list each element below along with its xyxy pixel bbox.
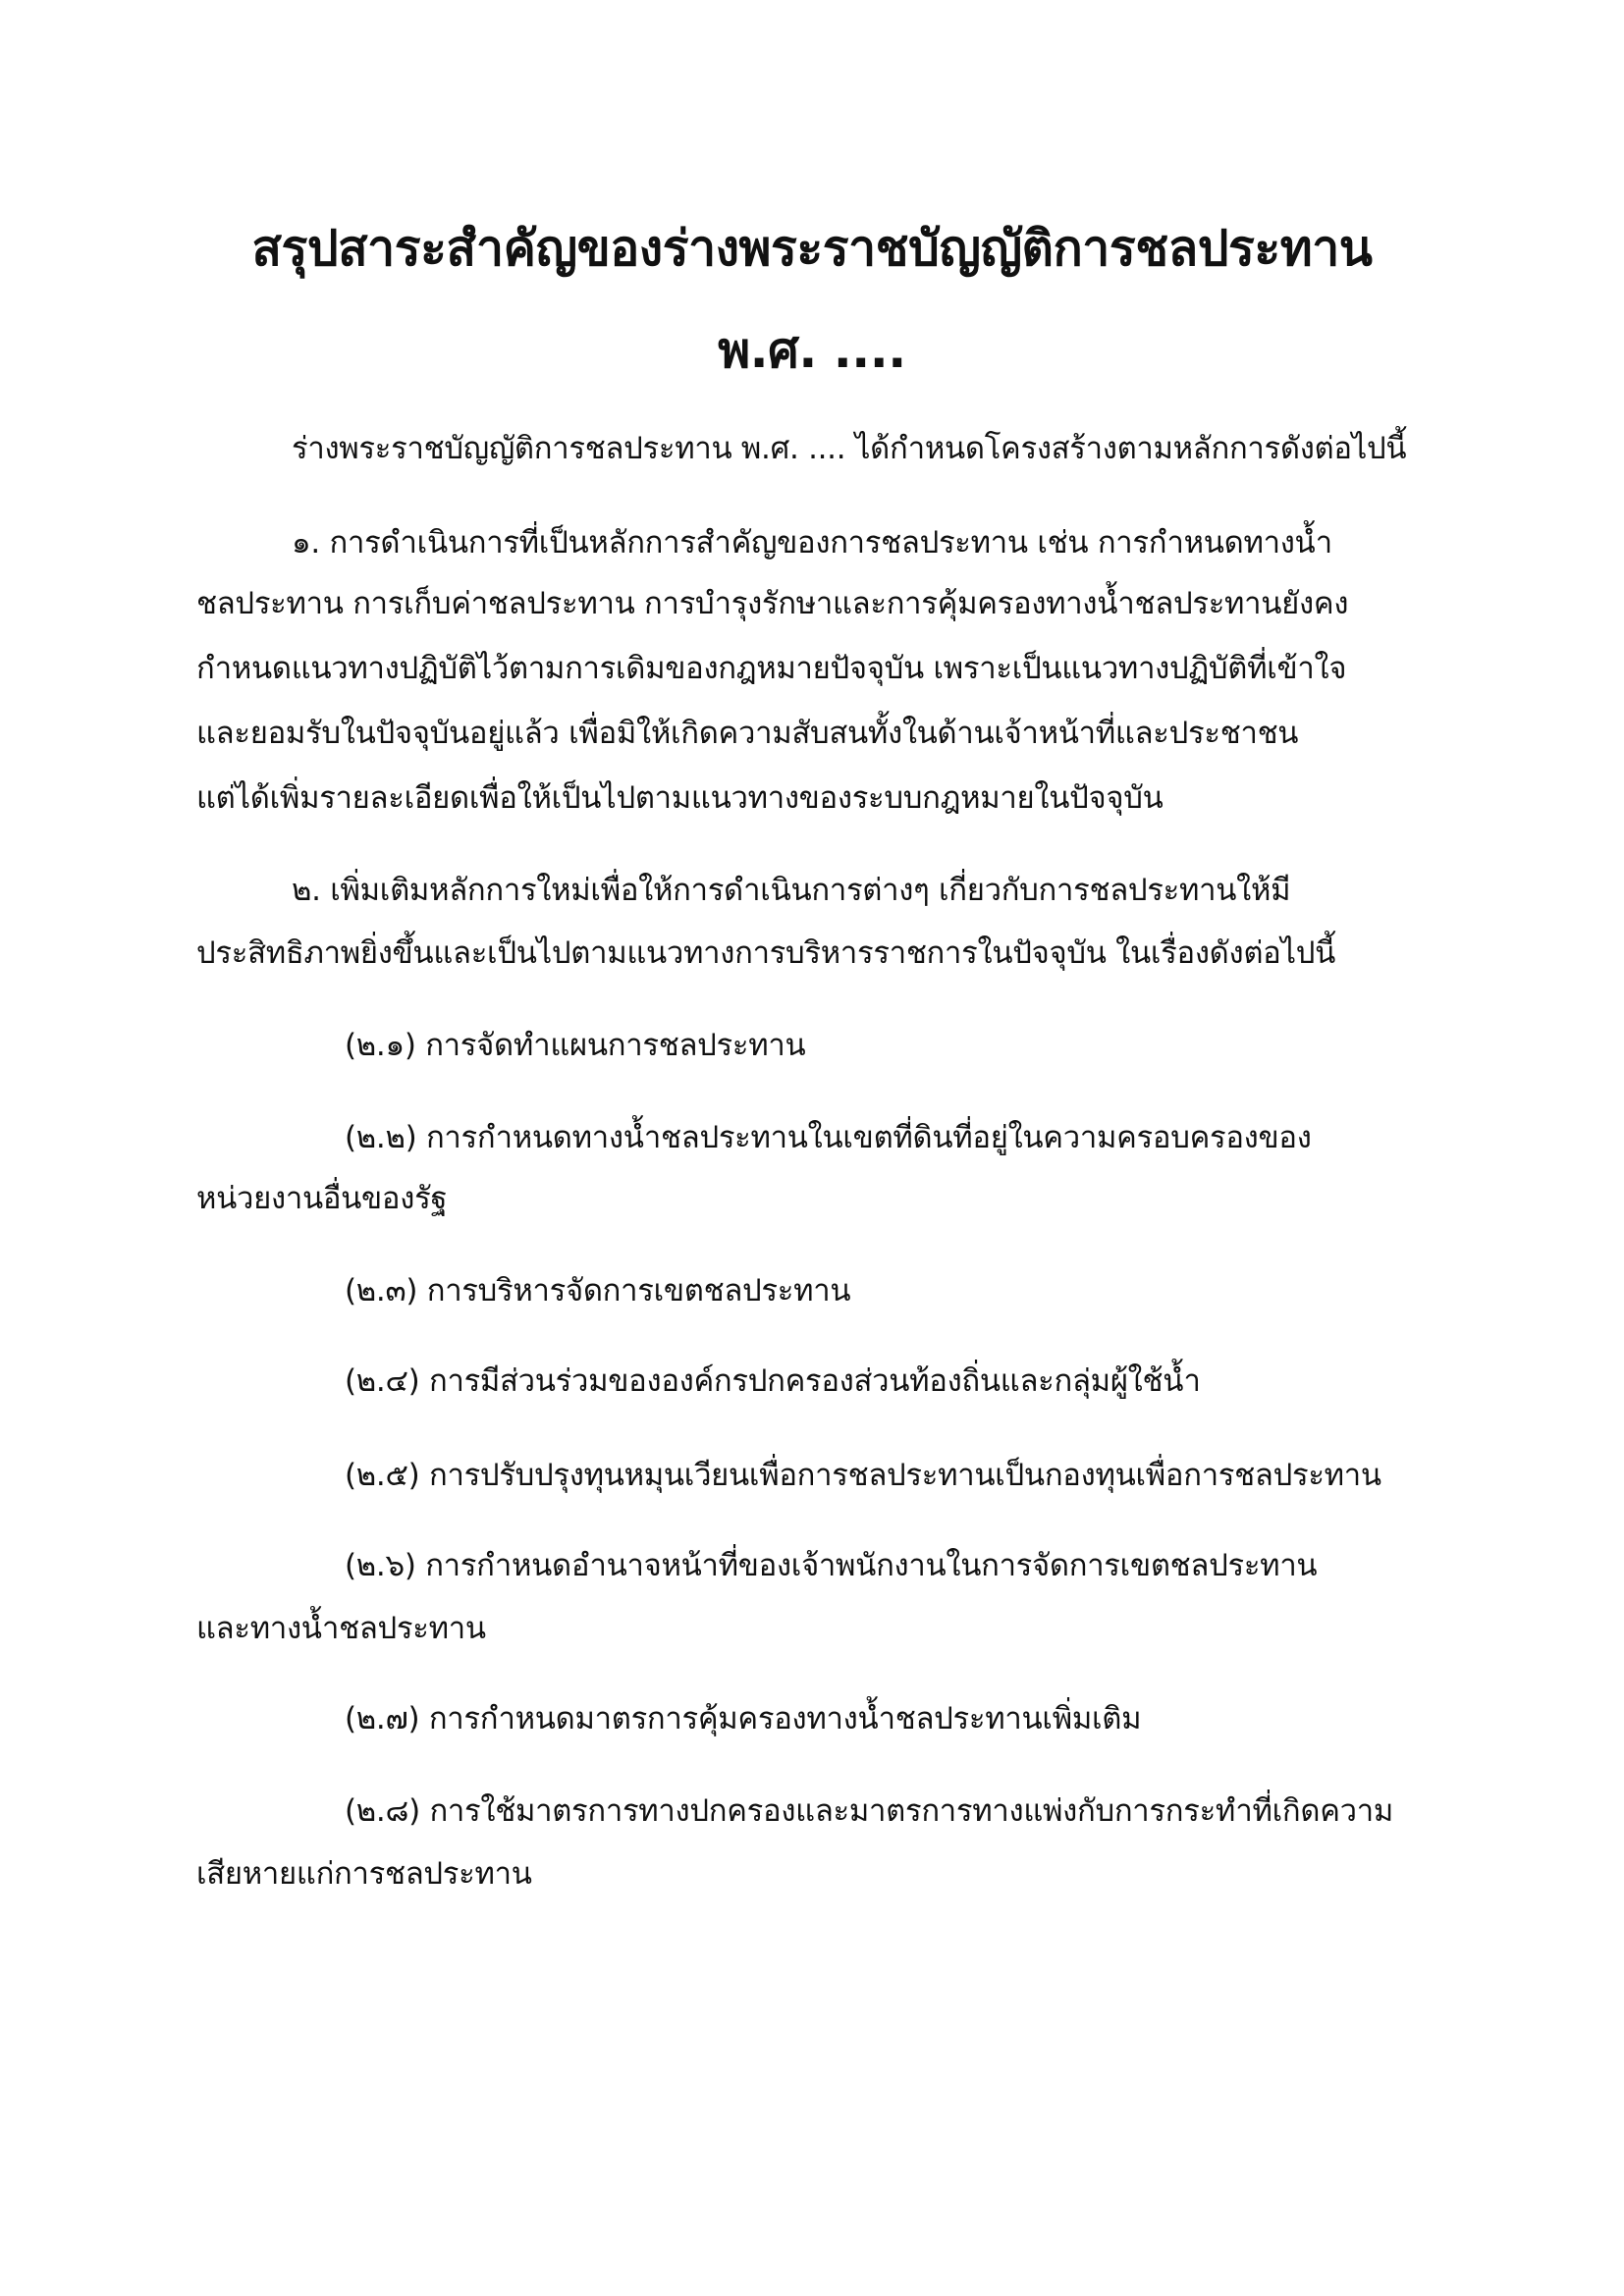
section-2-item-2-2-continuation: หน่วยงานอื่นของรัฐ bbox=[196, 1181, 448, 1216]
section-2-item-2-4: (๒.๔) การมีส่วนร่วมขององค์กรปกครองส่วนท้องถิ่นและกลุ่มผู้ใช้น้ำ bbox=[345, 1363, 1201, 1399]
section-1-line-1: ๑. การดำเนินการที่เป็นหลักการสำคัญของการชลประทาน เช่น การกำหนดทางน้ำ bbox=[292, 525, 1332, 561]
section-2-line-1: ๒. เพิ่มเติมหลักการใหม่เพื่อให้การดำเนินการต่างๆ เกี่ยวกับการชลประทานให้มี bbox=[292, 873, 1291, 908]
intro-paragraph: ร่างพระราชบัญญัติการชลประทาน พ.ศ. .... ได้กำหนดโครงสร้างตามหลักการดังต่อไปนี้ bbox=[292, 431, 1407, 466]
section-2-item-2-7: (๒.๗) การกำหนดมาตรการคุ้มครองทางน้ำชลประทานเพิ่มเติม bbox=[345, 1701, 1142, 1736]
section-2-item-2-3: (๒.๓) การบริหารจัดการเขตชลประทาน bbox=[345, 1273, 851, 1308]
section-1-line-2: ชลประทาน การเก็บค่าชลประทาน การบำรุงรักษาและการคุ้มครองทางน้ำชลประทานยังคง bbox=[196, 586, 1349, 621]
section-2-item-2-8: (๒.๘) การใช้มาตรการทางปกครองและมาตรการทางแพ่งกับการกระทำที่เกิดความ bbox=[345, 1793, 1393, 1829]
section-1-line-3: กำหนดแนวทางปฏิบัติไว้ตามการเดิมของกฎหมายปัจจุบัน เพราะเป็นแนวทางปฏิบัติที่เข้าใจ bbox=[196, 651, 1347, 686]
document-title-line-1: สรุปสาระสำคัญของร่างพระราชบัญญัติการชลประทาน bbox=[251, 220, 1373, 277]
section-2-item-2-1: (๒.๑) การจัดทำแผนการชลประทาน bbox=[345, 1028, 806, 1063]
section-2-item-2-8-continuation: เสียหายแก่การชลประทาน bbox=[196, 1856, 532, 1892]
section-2-item-2-6-continuation: และทางน้ำชลประทาน bbox=[196, 1611, 486, 1646]
section-1-line-4: และยอมรับในปัจจุบันอยู่แล้ว เพื่อมิให้เกิดความสับสนทั้งในด้านเจ้าหน้าที่และประชาชน bbox=[196, 716, 1299, 751]
section-2-item-2-6: (๒.๖) การกำหนดอำนาจหน้าที่ของเจ้าพนักงานในการจัดการเขตชลประทาน bbox=[345, 1548, 1318, 1583]
section-2-item-2-2: (๒.๒) การกำหนดทางน้ำชลประทานในเขตที่ดินที่อยู่ในความครอบครองของ bbox=[345, 1120, 1312, 1155]
section-1-line-5: แต่ได้เพิ่มรายละเอียดเพื่อให้เป็นไปตามแนวทางของระบบกฎหมายในปัจจุบัน bbox=[196, 780, 1164, 816]
section-2-item-2-5: (๒.๕) การปรับปรุงทุนหมุนเวียนเพื่อการชลประทานเป็นกองทุนเพื่อการชลประทาน bbox=[345, 1458, 1381, 1493]
document-title-line-2: พ.ศ. .... bbox=[718, 322, 906, 379]
section-2-line-2: ประสิทธิภาพยิ่งขึ้นและเป็นไปตามแนวทางการบริหารราชการในปัจจุบัน ในเรื่องดังต่อไปนี้ bbox=[196, 935, 1336, 971]
